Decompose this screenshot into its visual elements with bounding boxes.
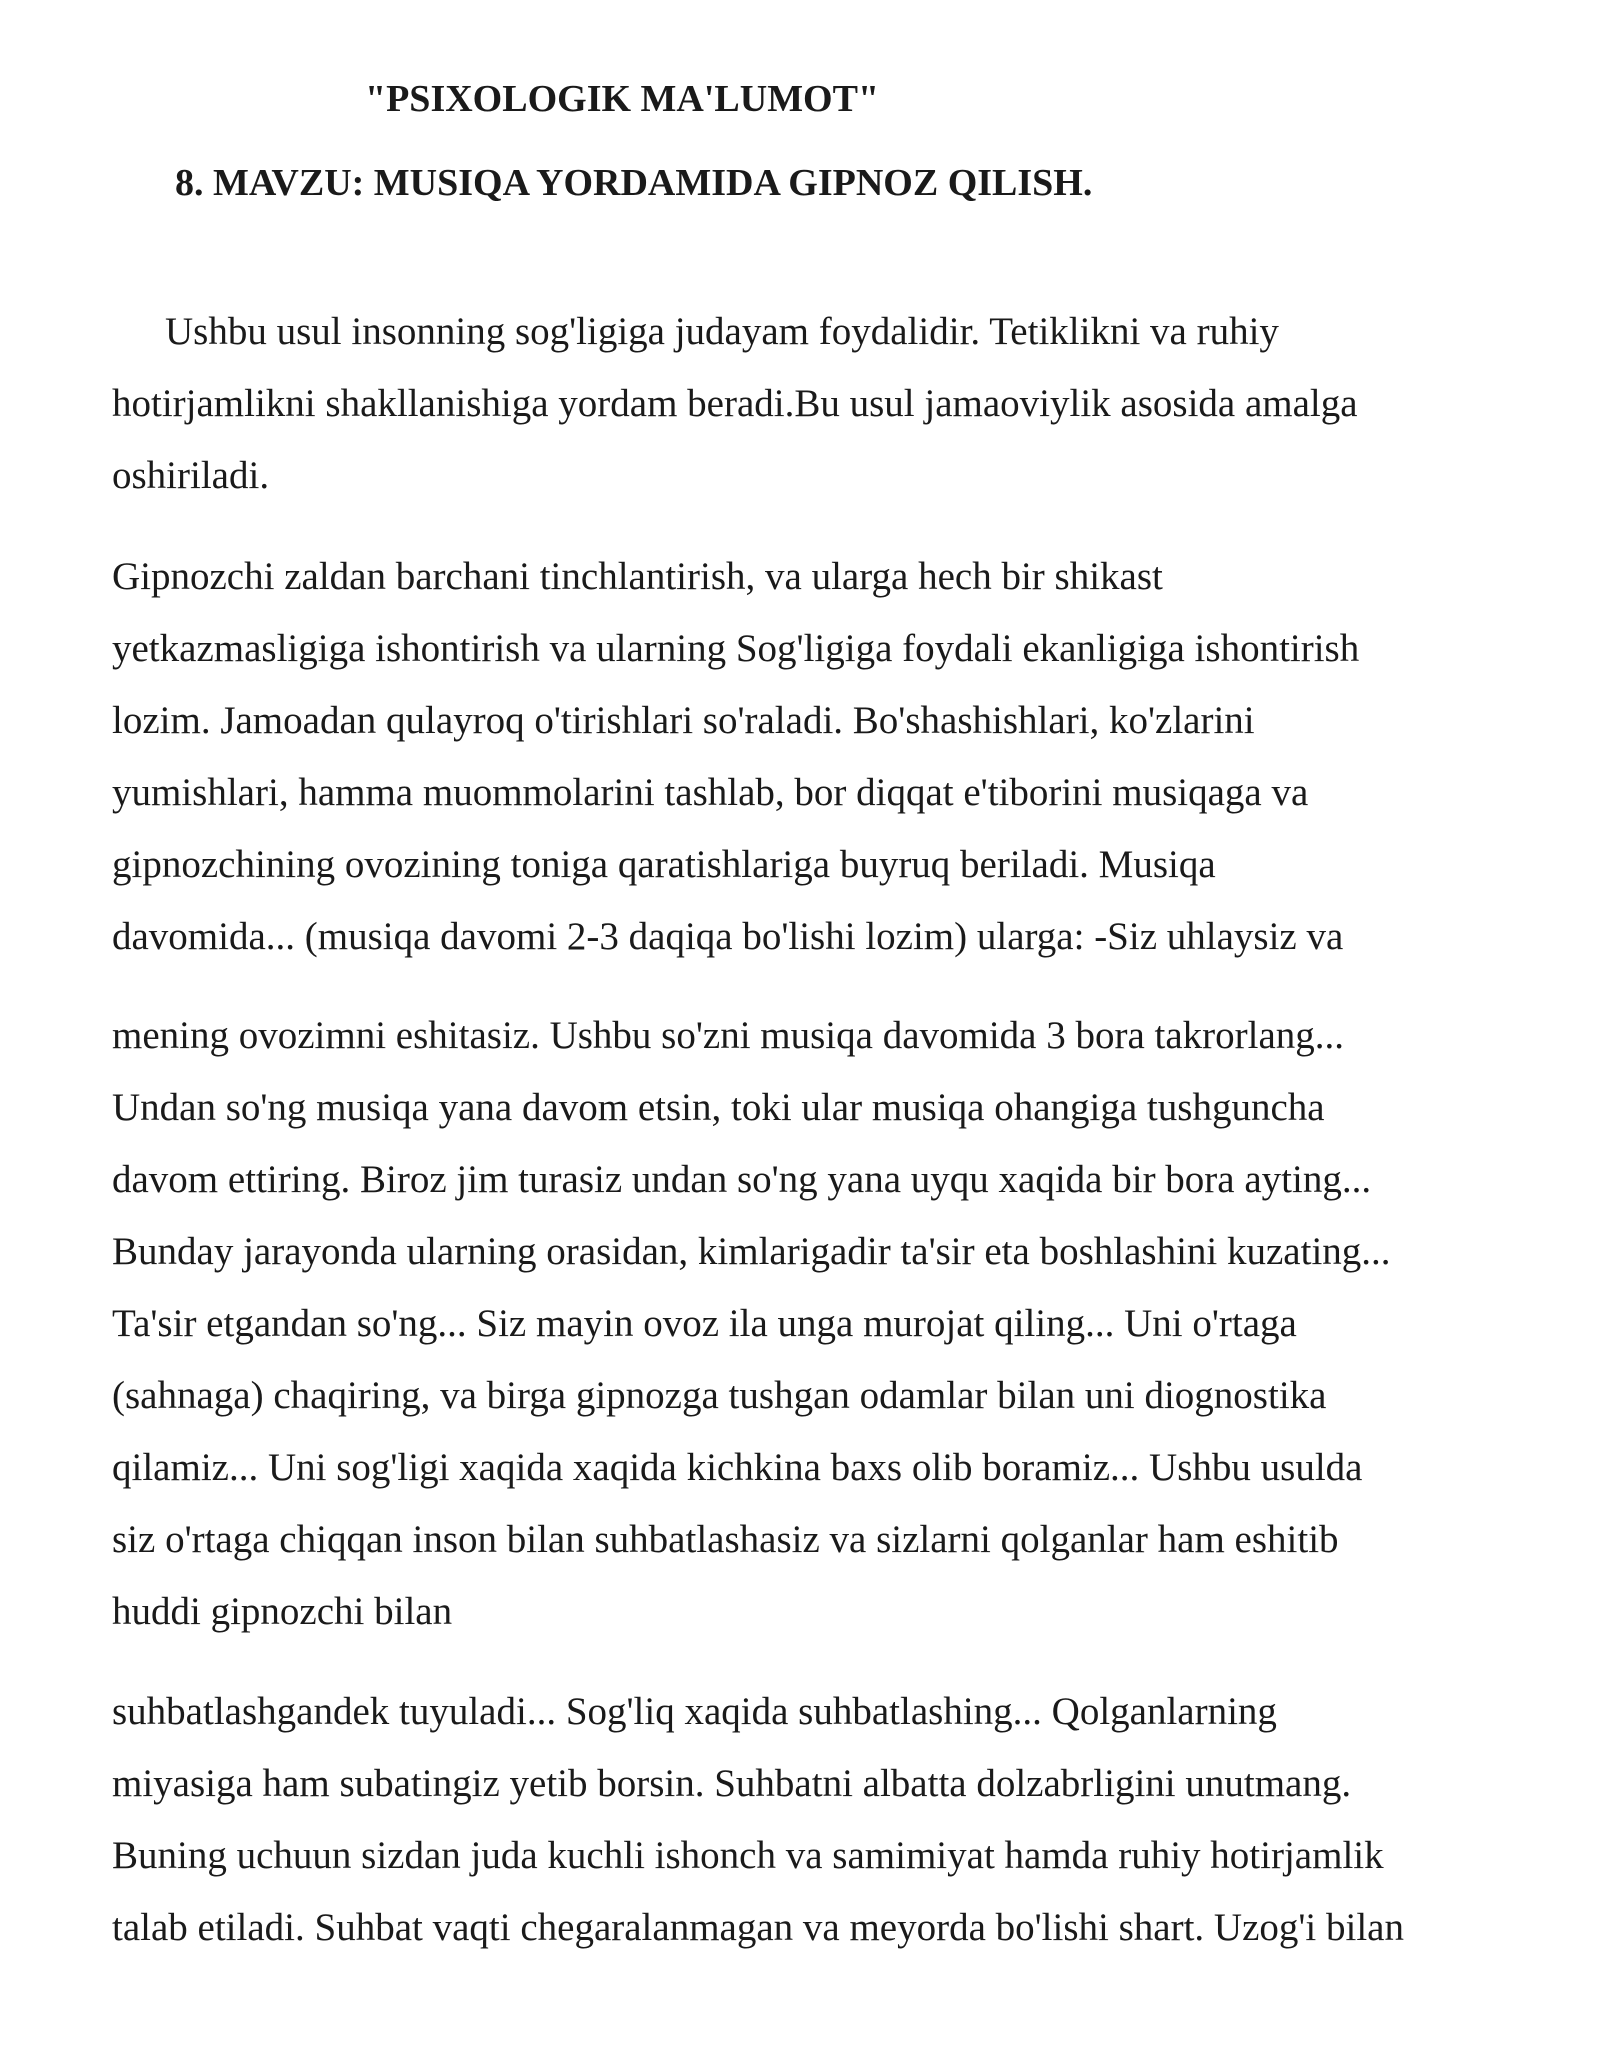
paragraph-line: talab etiladi. Suhbat vaqti chegaralanmagan va meyorda bo'lishi shart. Uzog'i bilan — [112, 1906, 1404, 1949]
paragraph-line: gipnozchining ovozining toniga qaratishlariga buyruq beriladi. Musiqa — [112, 843, 1216, 886]
paragraph-line: Buning uchuun sizdan juda kuchli ishonch va samimiyat hamda ruhiy hotirjamlik — [112, 1834, 1384, 1877]
paragraph-line: hotirjamlikni shakllanishiga yordam beradi.Bu usul jamaoviylik asosida amalga — [112, 382, 1358, 425]
paragraph-line: lozim. Jamoadan qulayroq o'tirishlari so'raladi. Bo'shashishlari, ko'zlarini — [112, 699, 1255, 742]
paragraph-line: qilamiz... Uni sog'ligi xaqida xaqida kichkina baxs olib boramiz... Ushbu usulda — [112, 1446, 1363, 1489]
paragraph-line: miyasiga ham subatingiz yetib borsin. Suhbatni albatta dolzabrligini unutmang. — [112, 1762, 1352, 1805]
paragraph-line: davom ettiring. Biroz jim turasiz undan so'ng yana uyqu xaqida bir bora ayting... — [112, 1158, 1372, 1201]
paragraph-line: Ushbu usul insonning sog'ligiga judayam foydalidir. Tetiklikni va ruhiy — [165, 310, 1279, 353]
paragraph-line: huddi gipnozchi bilan — [112, 1590, 453, 1633]
topic-heading: 8. MAVZU: MUSIQA YORDAMIDA GIPNOZ QILISH. — [175, 162, 1093, 204]
paragraph-1 — [112, 296, 1532, 512]
paragraph-3 — [112, 1000, 1532, 1648]
paragraph-line: mening ovozimni eshitasiz. Ushbu so'zni musiqa davomida 3 bora takrorlang... — [112, 1014, 1345, 1057]
paragraph-line: davomida... (musiqa davomi 2-3 daqiqa bo'lishi lozim) ularga: -Siz uhlaysiz va — [112, 915, 1344, 958]
paragraph-line: (sahnaga) chaqiring, va birga gipnozga tushgan odamlar bilan uni diognostika — [112, 1374, 1327, 1417]
paragraph-line: yumishlari, hamma muommolarini tashlab, bor diqqat e'tiborini musiqaga va — [112, 771, 1309, 814]
paragraph-line: yetkazmasligiga ishontirish va ularning Sog'ligiga foydali ekanligiga ishontirish — [112, 627, 1360, 670]
paragraph-line: Undan so'ng musiqa yana davom etsin, toki ular musiqa ohangiga tushguncha — [112, 1086, 1325, 1129]
paragraph-2 — [112, 541, 1532, 973]
paragraph-line: oshiriladi. — [112, 454, 270, 497]
paragraph-line: Ta'sir etgandan so'ng... Siz mayin ovoz ila unga murojat qiling... Uni o'rtaga — [112, 1302, 1297, 1345]
paragraph-line: suhbatlashgandek tuyuladi... Sog'liq xaqida suhbatlashing... Qolganlarning — [112, 1690, 1277, 1733]
paragraph-line: Bunday jarayonda ularning orasidan, kimlarigadir ta'sir eta boshlashini kuzating... — [112, 1230, 1391, 1273]
paragraph-4 — [112, 1676, 1532, 1964]
paragraph-line: Gipnozchi zaldan barchani tinchlantirish, va ularga hech bir shikast — [112, 555, 1163, 598]
paragraph-line: siz o'rtaga chiqqan inson bilan suhbatlashasiz va sizlarni qolganlar ham eshitib — [112, 1518, 1339, 1561]
document-title: "PSIXOLOGIK MA'LUMOT" — [365, 78, 880, 120]
